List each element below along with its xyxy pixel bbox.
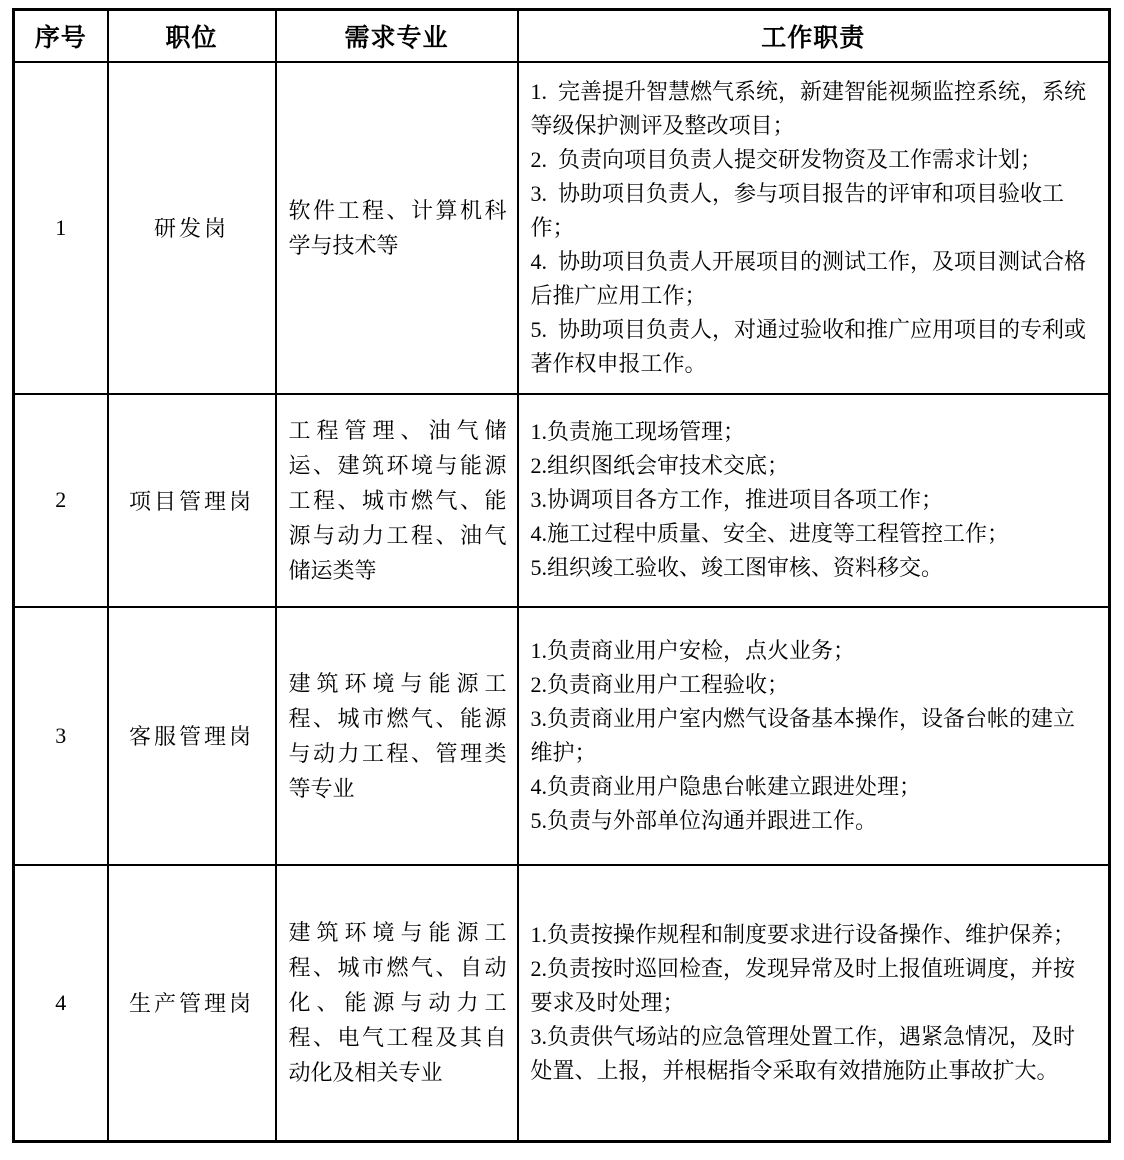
table-body xyxy=(14,62,1110,1142)
duty-item: 1.负责施工现场管理； xyxy=(530,419,746,444)
table-row xyxy=(14,394,1110,607)
row-number-cell: 4 xyxy=(14,865,108,1142)
table-row xyxy=(14,865,1110,1142)
duty-item: 1. 完善提升智慧燃气系统，新建智能视频监控系统，系统等级保护测评及整改项目； xyxy=(530,78,1087,138)
job-positions-table xyxy=(12,8,1111,1143)
duty-item: 2.负责商业用户工程验收； xyxy=(530,671,790,697)
duties-cell xyxy=(518,607,1110,865)
row-number-cell: 1 xyxy=(14,62,108,394)
duty-item: 3.负责商业用户室内燃气设备基本操作，设备台帐的建立维护； xyxy=(530,705,1076,765)
duty-item: 5. 协助项目负责人，对通过验收和推广应用项目的专利或著作权申报工作。 xyxy=(530,316,1087,376)
duty-item: 2.组织图纸会审技术交底； xyxy=(530,453,790,478)
duties-cell xyxy=(518,62,1110,394)
table-row xyxy=(14,607,1110,865)
position-cell: 客服管理岗 xyxy=(108,607,276,865)
row-number-cell: 3 xyxy=(14,607,108,865)
position-cell: 项目管理岗 xyxy=(108,394,276,607)
table-row xyxy=(14,62,1110,394)
column-header-duties: 工作职责 xyxy=(518,10,1110,62)
majors-cell: 工程管理、油气储运、建筑环境与能源工程、城市燃气、能源与动力工程、油气储运类等 xyxy=(276,394,518,607)
column-header-position: 职位 xyxy=(108,10,276,62)
duty-item: 5.负责与外部单位沟通并跟进工作。 xyxy=(530,807,878,833)
column-header-majors: 需求专业 xyxy=(276,10,518,62)
duties-cell xyxy=(518,865,1110,1142)
duty-item: 2. 负责向项目负责人提交研发物资及工作需求计划； xyxy=(530,146,1043,172)
duty-item: 1.负责商业用户安检，点火业务； xyxy=(530,637,856,663)
duty-item: 4.施工过程中质量、安全、进度等工程管控工作； xyxy=(530,521,1010,546)
duty-item: 3.协调项目各方工作，推进项目各项工作； xyxy=(530,487,944,512)
table-header-row xyxy=(14,10,1110,62)
majors-cell: 建筑环境与能源工程、城市燃气、自动化、能源与动力工程、电气工程及其自动化及相关专业 xyxy=(276,865,518,1142)
position-cell: 研发岗 xyxy=(108,62,276,394)
duty-item: 1.负责按操作规程和制度要求进行设备操作、维护保养； xyxy=(530,921,1076,947)
majors-cell: 建筑环境与能源工程、城市燃气、能源与动力工程、管理类等专业 xyxy=(276,607,518,865)
duty-item: 4.负责商业用户隐患台帐建立跟进处理； xyxy=(530,773,922,799)
duties-cell xyxy=(518,394,1110,607)
majors-cell: 软件工程、计算机科学与技术等 xyxy=(276,62,518,394)
column-header-number: 序号 xyxy=(14,10,108,62)
row-number-cell: 2 xyxy=(14,394,108,607)
duty-item: 2.负责按时巡回检查，发现异常及时上报值班调度，并按要求及时处理； xyxy=(530,955,1076,1015)
duty-item: 3. 协助项目负责人，参与项目报告的评审和项目验收工作； xyxy=(530,180,1065,240)
duty-item: 4. 协助项目负责人开展项目的测试工作，及项目测试合格后推广应用工作； xyxy=(530,248,1087,308)
duty-item: 3.负责供气场站的应急管理处置工作，遇紧急情况，及时处置、上报，并根椐指令采取有效措施防止事故扩大。 xyxy=(530,1023,1076,1083)
duty-item: 5.组织竣工验收、竣工图审核、资料移交。 xyxy=(530,555,944,580)
position-cell: 生产管理岗 xyxy=(108,865,276,1142)
